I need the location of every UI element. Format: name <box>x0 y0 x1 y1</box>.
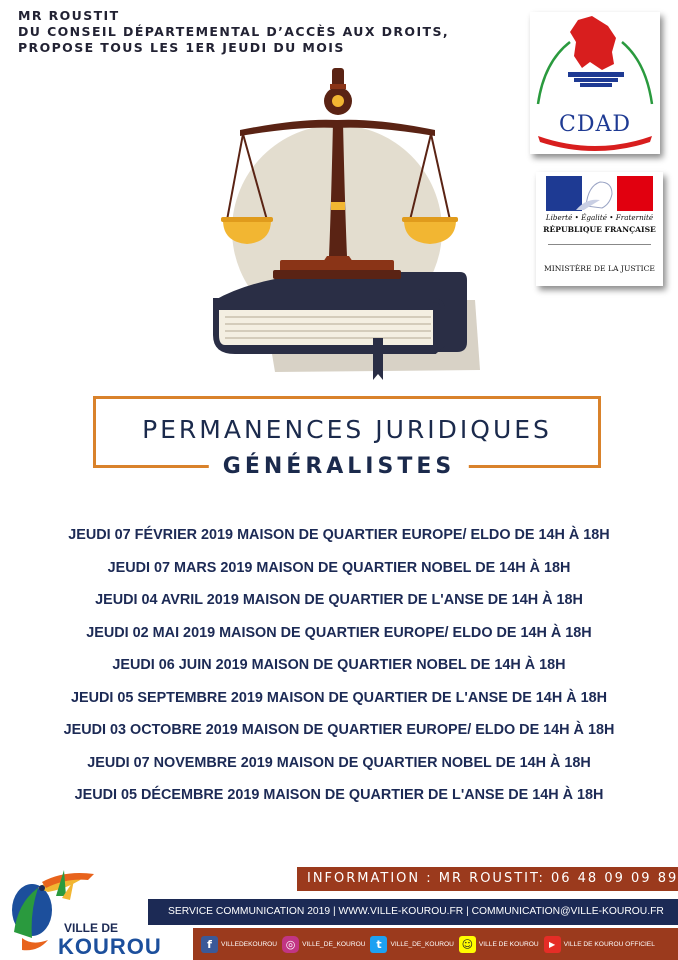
information-bar: INFORMATION : MR ROUSTIT: 06 48 09 09 89 <box>297 867 678 891</box>
session-item: JEUDI 06 JUIN 2019 MAISON DE QUARTIER NOBEL DE 14H À 18H <box>112 657 566 673</box>
marianne-flag-icon <box>546 176 653 211</box>
social-instagram[interactable] <box>282 936 365 953</box>
social-bar <box>193 928 678 960</box>
header-text <box>18 8 449 56</box>
snapchat-icon: ☺ <box>459 936 476 953</box>
divider <box>548 244 651 245</box>
social-label: VILLEDEKOUROU <box>221 940 278 948</box>
cdad-swoosh <box>530 134 660 154</box>
city-logo-name <box>58 934 162 960</box>
cdad-logo <box>530 12 660 154</box>
social-snapchat[interactable] <box>459 936 539 953</box>
twitter-icon: t <box>370 936 387 953</box>
session-item: JEUDI 07 FÉVRIER 2019 MAISON DE QUARTIER EUROPE/ ELDO DE 14H À 18H <box>68 527 610 543</box>
session-item: JEUDI 05 SEPTEMBRE 2019 MAISON DE QUARTIER DE L'ANSE DE 14H À 18H <box>70 689 607 706</box>
communication-bar: SERVICE COMMUNICATION 2019 | WWW.VILLE-KOUROU.FR | COMMUNICATION@VILLE-KOUROU.FR <box>148 899 678 925</box>
social-label: VILLE DE KOUROU <box>478 940 539 948</box>
instagram-icon: ◎ <box>282 936 299 953</box>
guyane-map-icon <box>530 12 660 112</box>
page-subtitle: GÉNÉRALISTES <box>209 454 469 479</box>
session-item: JEUDI 04 AVRIL 2019 MAISON DE QUARTIER DE L'ANSE DE 14H À 18H <box>95 592 583 608</box>
justice-scale-illustration <box>205 60 490 385</box>
sessions-list <box>0 522 678 815</box>
social-youtube[interactable] <box>544 936 655 953</box>
social-label: VILLE_DE_KOUROU <box>390 940 454 948</box>
ministry-name: MINISTÈRE DE LA JUSTICE <box>544 264 655 273</box>
city-logo-prefix: VILLE DE <box>64 921 119 935</box>
session-item: JEUDI 03 OCTOBRE 2019 MAISON DE QUARTIER EUROPE/ ELDO DE 14H À 18H <box>63 722 615 738</box>
social-label: VILLE_DE_KOUROU <box>302 940 366 948</box>
session-item: JEUDI 07 MARS 2019 MAISON DE QUARTIER NOBEL DE 14H À 18H <box>107 559 571 576</box>
social-facebook[interactable] <box>201 936 277 953</box>
youtube-icon: ▶ <box>544 936 561 953</box>
social-label: VILLE DE KOUROU OFFICIEL <box>563 940 655 948</box>
session-item: JEUDI 05 DÉCEMBRE 2019 MAISON DE QUARTIER DE L'ANSE DE 14H À 18H <box>74 787 604 803</box>
session-item: JEUDI 07 NOVEMBRE 2019 MAISON DE QUARTIER NOBEL DE 14H À 18H <box>87 754 591 771</box>
page-title: PERMANENCES JURIDIQUES <box>142 415 552 444</box>
facebook-icon: f <box>201 936 218 953</box>
header-line: DU CONSEIL DÉPARTEMENTAL D’ACCÈS AUX DROITS, <box>18 24 449 39</box>
session-item: JEUDI 02 MAI 2019 MAISON DE QUARTIER EUROPE/ ELDO DE 14H À 18H <box>86 624 592 641</box>
header-line: PROPOSE TOUS LES 1ER JEUDI DU MOIS <box>18 40 345 55</box>
rf-name: RÉPUBLIQUE FRANÇAISE <box>543 225 656 234</box>
social-twitter[interactable] <box>370 936 453 953</box>
republique-francaise-logo <box>536 172 663 286</box>
header-line: MR ROUSTIT <box>18 8 120 23</box>
city-name-text: KOUROU <box>58 934 162 959</box>
rf-motto: Liberté • Égalité • Fraternité <box>545 213 654 222</box>
cdad-text: CDAD <box>559 112 631 137</box>
